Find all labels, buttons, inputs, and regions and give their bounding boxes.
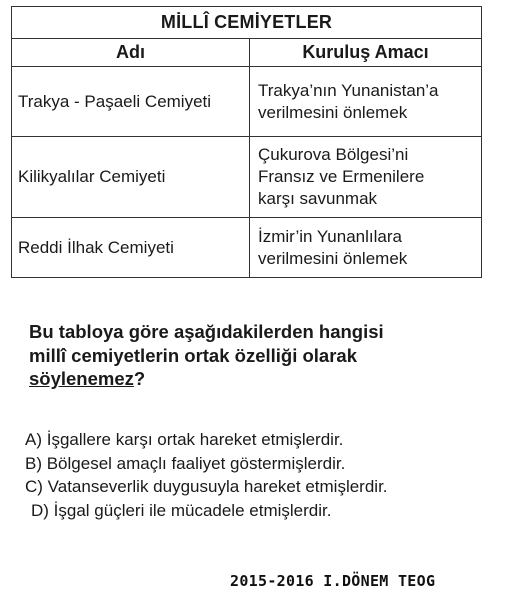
cemiyetler-table (11, 6, 482, 278)
column-header-name: Adı (12, 39, 250, 67)
negative-keyword: söylenemez (29, 368, 134, 389)
table-row (12, 67, 482, 137)
option-c[interactable]: C) Vatanseverlik duygusuyla hareket etmişlerdir. (25, 477, 388, 496)
table-row (12, 137, 482, 218)
purpose-line: İzmir’in Yunanlılara (258, 226, 402, 246)
table-title: MİLLÎ CEMİYETLER (12, 7, 482, 39)
option-d[interactable]: D) İşgal güçleri ile mücadele etmişlerdir. (31, 500, 332, 520)
purpose-line: Çukurova Bölgesi’ni (258, 145, 409, 164)
society-purpose (250, 67, 482, 137)
option-a[interactable]: A) İşgallere karşı ortak hareket etmişlerdir. (25, 430, 344, 449)
society-name: Reddi İlhak Cemiyeti (12, 218, 250, 278)
society-purpose (250, 137, 482, 218)
table-row (12, 218, 482, 278)
exam-source-label: 2015-2016 I.DÖNEM TEOG (230, 572, 436, 590)
question-line: Bu tabloya göre aşağıdakilerden hangisi (29, 321, 384, 342)
question-line: millî cemiyetlerin ortak özelliği olarak (29, 344, 357, 366)
question-mark: ? (133, 368, 146, 389)
purpose-line: Fransız ve Ermenilere (258, 167, 425, 186)
question-line (29, 367, 489, 391)
purpose-line: Trakya’nın Yunanistan’a (258, 80, 439, 100)
column-header-purpose: Kuruluş Amacı (250, 39, 482, 67)
society-name: Trakya - Paşaeli Cemiyeti (12, 67, 250, 137)
question-stem (29, 320, 489, 391)
society-purpose (250, 218, 482, 278)
option-b[interactable]: B) Bölgesel amaçlı faaliyet göstermişlerdir. (25, 453, 346, 473)
purpose-line: verilmesini önlemek (258, 248, 408, 268)
purpose-line: verilmesini önlemek (258, 102, 408, 122)
society-name: Kilikyalılar Cemiyeti (12, 137, 250, 218)
answer-options (25, 428, 505, 522)
purpose-line: karşı savunmak (258, 189, 378, 208)
